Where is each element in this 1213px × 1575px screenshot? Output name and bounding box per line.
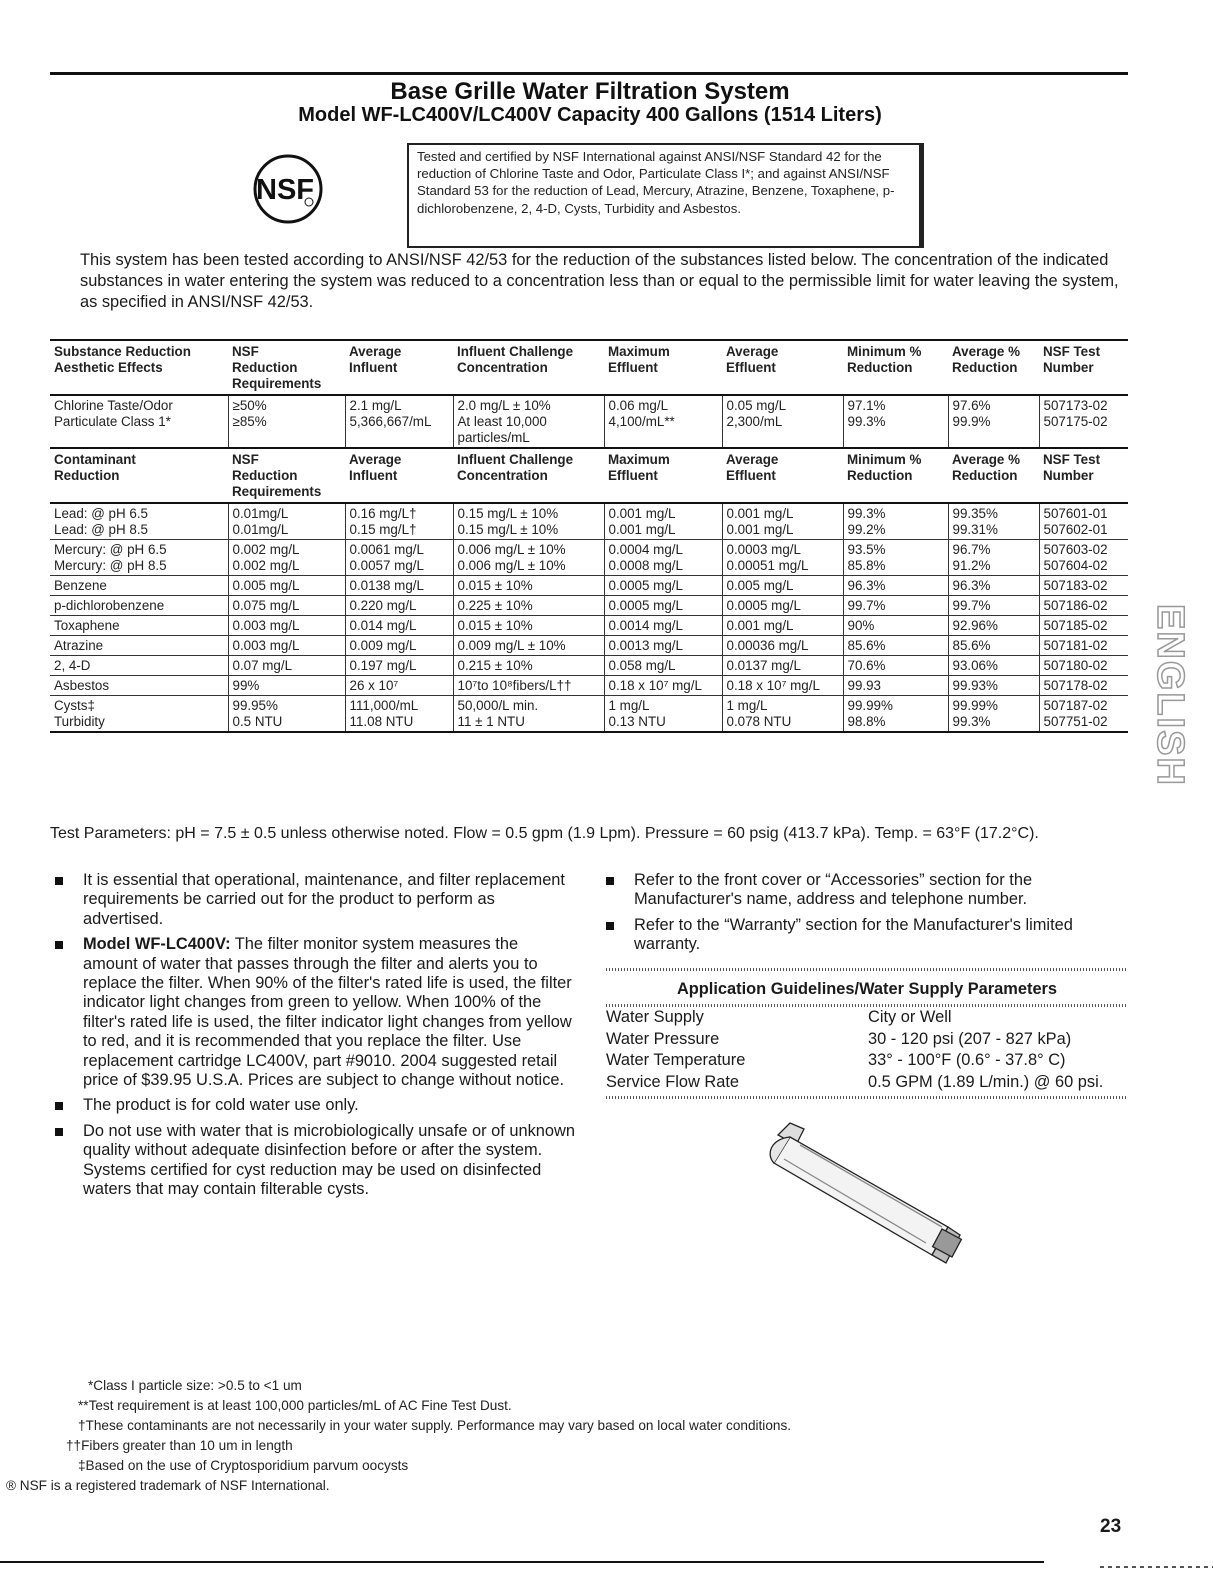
table-cell: 0.0061 mg/L 0.0057 mg/L <box>345 540 453 576</box>
table-header-cell: Average Effluent <box>722 340 843 395</box>
table-cell: 0.05 mg/L 2,300/mL <box>722 395 843 448</box>
left-bullet-list <box>55 871 575 1206</box>
table-cell: 99.99% 99.3% <box>948 696 1039 733</box>
table-cell: 85.6% <box>843 636 948 656</box>
page-subtitle: Model WF-LC400V/LC400V Capacity 400 Gallons (1514 Liters) <box>298 104 882 126</box>
table-cell: 97.6% 99.9% <box>948 395 1039 448</box>
table-header-row <box>50 448 1128 503</box>
table-cell: 97.1% 99.3% <box>843 395 948 448</box>
table-cell: 0.003 mg/L <box>228 616 345 636</box>
bullet-square-icon <box>55 1128 63 1136</box>
table-cell: 93.5% 85.8% <box>843 540 948 576</box>
table-cell: 0.0003 mg/L 0.00051 mg/L <box>722 540 843 576</box>
nsf-logo-icon <box>252 153 324 225</box>
table-cell: 0.225 ± 10% <box>453 596 604 616</box>
table-cell: 0.014 mg/L <box>345 616 453 636</box>
table-cell: 0.009 mg/L <box>345 636 453 656</box>
table-cell: 0.18 x 10⁷ mg/L <box>604 676 722 696</box>
table-cell: 0.0005 mg/L <box>604 596 722 616</box>
page-number: 23 <box>1100 1516 1122 1537</box>
table-cell: p-dichlorobenzene <box>50 596 228 616</box>
table-header-cell: Average Influent <box>345 448 453 503</box>
table-cell: 0.015 ± 10% <box>453 576 604 596</box>
table-cell: 507601-01 507602-01 <box>1039 503 1128 540</box>
table-header-cell: Average % Reduction <box>948 448 1039 503</box>
table-cell: 0.001 mg/L 0.001 mg/L <box>604 503 722 540</box>
table-header-cell: Average Influent <box>345 340 453 395</box>
footnotes <box>6 1376 1056 1496</box>
page-title: Base Grille Water Filtration System <box>390 78 790 105</box>
table-header-cell: Contaminant Reduction <box>50 448 228 503</box>
table-cell: 1 mg/L 0.13 NTU <box>604 696 722 733</box>
table-cell: Toxaphene <box>50 616 228 636</box>
table-cell: 0.0005 mg/L <box>604 576 722 596</box>
footnote: **Test requirement is at least 100,000 particles/mL of AC Fine Test Dust. <box>78 1398 512 1413</box>
table-cell: 0.005 mg/L <box>228 576 345 596</box>
table-cell: 93.06% <box>948 656 1039 676</box>
table-cell: 507181-02 <box>1039 636 1128 656</box>
table-header-cell: Minimum % Reduction <box>843 448 948 503</box>
table-cell: 0.16 mg/L† 0.15 mg/L† <box>345 503 453 540</box>
bullet-item: Refer to the “Warranty” section for the Manufacturer's limited warranty. <box>606 916 1132 955</box>
table-header-cell: Average % Reduction <box>948 340 1039 395</box>
table-cell: 507186-02 <box>1039 596 1128 616</box>
bullet-item: The product is for cold water use only. <box>55 1096 575 1115</box>
guidelines-row: Water Supply City or Well <box>606 1008 952 1026</box>
table-cell: 0.06 mg/L 4,100/mL** <box>604 395 722 448</box>
bottom-rule <box>0 1561 1044 1563</box>
test-parameters: Test Parameters: pH = 7.5 ± 0.5 unless otherwise noted. Flow = 0.5 gpm (1.9 Lpm). Pressure = 60 psig (413.7 kPa). Temp. = 63°F (17.2°C). <box>50 825 1039 842</box>
table-cell: 0.001 mg/L <box>722 616 843 636</box>
bullet-square-icon <box>55 877 63 885</box>
table-cell: 96.7% 91.2% <box>948 540 1039 576</box>
table-cell: 2, 4-D <box>50 656 228 676</box>
table-row <box>50 616 1128 636</box>
nsf-logo-text: NSF <box>256 174 314 206</box>
table-cell: 0.015 ± 10% <box>453 616 604 636</box>
bullet-item: Do not use with water that is microbiologically unsafe or of unknown quality without adequate disinfection before or after the system. Systems certified for cyst reduction may be used on disinfected waters that may contain filterable cysts. <box>55 1122 575 1200</box>
table-cell: ≥50% ≥85% <box>228 395 345 448</box>
table-cell: 90% <box>843 616 948 636</box>
table-header-cell: NSF Test Number <box>1039 448 1128 503</box>
dotted-divider <box>606 1096 1128 1099</box>
table-cell: 99.7% <box>843 596 948 616</box>
table-row <box>50 540 1128 576</box>
bullet-square-icon <box>606 922 614 930</box>
bullet-square-icon <box>606 877 614 885</box>
table-cell: Cysts‡ Turbidity <box>50 696 228 733</box>
table-cell: 0.00036 mg/L <box>722 636 843 656</box>
table-header-cell: Influent Challenge Concentration <box>453 448 604 503</box>
language-side-tab: ENGLISH <box>1149 603 1191 787</box>
table-header-cell: NSF Test Number <box>1039 340 1128 395</box>
table-row <box>50 676 1128 696</box>
table-row <box>50 636 1128 656</box>
bottom-dashed-rule <box>1100 1566 1213 1568</box>
table-cell: 0.009 mg/L ± 10% <box>453 636 604 656</box>
table-cell: 1 mg/L 0.078 NTU <box>722 696 843 733</box>
table-cell: 99.93% <box>948 676 1039 696</box>
table-cell: 50,000/L min. 11 ± 1 NTU <box>453 696 604 733</box>
bullet-square-icon <box>55 1102 63 1110</box>
table-cell: 0.001 mg/L 0.001 mg/L <box>722 503 843 540</box>
table-cell: 99.7% <box>948 596 1039 616</box>
table-cell: 0.18 x 10⁷ mg/L <box>722 676 843 696</box>
table-cell: 0.075 mg/L <box>228 596 345 616</box>
table-cell: 0.0004 mg/L 0.0008 mg/L <box>604 540 722 576</box>
table-cell: Lead: @ pH 6.5 Lead: @ pH 8.5 <box>50 503 228 540</box>
table-cell: 2.0 mg/L ± 10% At least 10,000 particles/mL <box>453 395 604 448</box>
table-cell: 507180-02 <box>1039 656 1128 676</box>
right-bullet-list <box>606 871 1132 961</box>
table-cell: 96.3% <box>948 576 1039 596</box>
table-header-cell: Influent Challenge Concentration <box>453 340 604 395</box>
bullet-item: It is essential that operational, maintenance, and filter replacement requirements be carried out for the product to perform as advertised. <box>55 871 575 929</box>
guidelines-title: Application Guidelines/Water Supply Parameters <box>676 980 1058 998</box>
application-guidelines <box>606 968 1128 1099</box>
table-cell: 99.3% 99.2% <box>843 503 948 540</box>
table-cell: Atrazine <box>50 636 228 656</box>
table-header-cell: NSF Reduction Requirements <box>228 448 345 503</box>
bullet-item: Model WF-LC400V: The filter monitor system measures the amount of water that passes through the filter and alerts you to replace the filter. When 90% of the filter's rated life is used, the filter indicator light changes from green to yellow. When 100% of the filter's rated life is used, the filter indicator light changes from yellow to red, and it is recommended that you replace the filter. Use replacement cartridge LC400V, part #9010. 2004 suggested retail price of $39.95 U.S.A. Prices are subject to change without notice. <box>55 935 575 1090</box>
table-cell: 0.215 ± 10% <box>453 656 604 676</box>
table-cell: 507185-02 <box>1039 616 1128 636</box>
table-cell: 0.003 mg/L <box>228 636 345 656</box>
table-cell: 85.6% <box>948 636 1039 656</box>
table-cell: 507187-02 507751-02 <box>1039 696 1128 733</box>
table-row <box>50 503 1128 540</box>
table-cell: 0.0013 mg/L <box>604 636 722 656</box>
table-header-row <box>50 340 1128 395</box>
table-cell: 0.220 mg/L <box>345 596 453 616</box>
intro-paragraph: This system has been tested according to ANSI/NSF 42/53 for the reduction of the substances listed below. The concentration of the indicated substances in water entering the system was reduced to a concentration less than or equal to the permissible limit for water leaving the system, as specified in ANSI/NSF 42/53. <box>80 251 1119 311</box>
footnote: ††Fibers greater than 10 um in length <box>66 1438 293 1453</box>
table-row <box>50 576 1128 596</box>
table-header-cell: Maximum Effluent <box>604 448 722 503</box>
table-row <box>50 696 1128 733</box>
table-cell: 26 x 10⁷ <box>345 676 453 696</box>
table-cell: 507173-02 507175-02 <box>1039 395 1128 448</box>
table-cell: 0.058 mg/L <box>604 656 722 676</box>
table-cell: 0.006 mg/L ± 10% 0.006 mg/L ± 10% <box>453 540 604 576</box>
table-cell: 99.99% 98.8% <box>843 696 948 733</box>
table-cell: Benzene <box>50 576 228 596</box>
table-cell: 0.07 mg/L <box>228 656 345 676</box>
bullet-square-icon <box>55 941 63 949</box>
table-cell: 0.0137 mg/L <box>722 656 843 676</box>
certification-box: Tested and certified by NSF International against ANSI/NSF Standard 42 for the reduction of Chlorine Taste and Odor, Particulate Class I*; and against ANSI/NSF Standard 53 for the reduction of Lead, Mercury, Atrazine, Benzene, Toxaphene, p-dichlorobenzene, 2, 4-D, Cysts, Turbidity and Asbestos. <box>407 143 924 248</box>
table-cell: 99.95% 0.5 NTU <box>228 696 345 733</box>
table-cell: 2.1 mg/L 5,366,667/mL <box>345 395 453 448</box>
table-cell: Mercury: @ pH 6.5 Mercury: @ pH 8.5 <box>50 540 228 576</box>
table-header-cell: NSF Reduction Requirements <box>228 340 345 395</box>
guidelines-row: Water Pressure 30 - 120 psi (207 - 827 kPa) <box>606 1029 1072 1048</box>
performance-data-table <box>50 339 1128 733</box>
table-header-cell: Maximum Effluent <box>604 340 722 395</box>
table-row <box>50 596 1128 616</box>
top-rule <box>50 72 1128 75</box>
table-cell: Chlorine Taste/Odor Particulate Class 1* <box>50 395 228 448</box>
table-cell: 0.01mg/L 0.01mg/L <box>228 503 345 540</box>
table-cell: 0.005 mg/L <box>722 576 843 596</box>
table-cell: 0.0014 mg/L <box>604 616 722 636</box>
guidelines-row: Water Temperature 33° - 100°F (0.6° - 37.8° C) <box>606 1051 1066 1069</box>
table-cell: 507178-02 <box>1039 676 1128 696</box>
table-cell: 0.15 mg/L ± 10% 0.15 mg/L ± 10% <box>453 503 604 540</box>
table-cell: 96.3% <box>843 576 948 596</box>
footnote: ‡Based on the use of Cryptosporidium parvum oocysts <box>78 1458 409 1473</box>
filter-cartridge-illustration <box>760 1115 980 1265</box>
table-cell: 70.6% <box>843 656 948 676</box>
table-cell: 0.197 mg/L <box>345 656 453 676</box>
table-cell: 507603-02 507604-02 <box>1039 540 1128 576</box>
table-cell: 10⁷to 10⁸fibers/L†† <box>453 676 604 696</box>
table-cell: Asbestos <box>50 676 228 696</box>
table-header-cell: Average Effluent <box>722 448 843 503</box>
footnote: ® NSF is a registered trademark of NSF International. <box>6 1478 330 1493</box>
table-cell: 92.96% <box>948 616 1039 636</box>
bullet-item: Refer to the front cover or “Accessories” section for the Manufacturer's name, address and telephone number. <box>606 871 1132 910</box>
guidelines-row: Service Flow Rate 0.5 GPM (1.89 L/min.) @ 60 psi. <box>606 1072 1104 1091</box>
footnote: *Class I particle size: >0.5 to <1 um <box>88 1378 302 1393</box>
table-header-cell: Substance Reduction Aesthetic Effects <box>50 340 228 395</box>
table-cell: 99.35% 99.31% <box>948 503 1039 540</box>
table-row <box>50 656 1128 676</box>
footnote: †These contaminants are not necessarily in your water supply. Performance may vary based on local water conditions. <box>78 1418 792 1433</box>
table-cell: 0.0138 mg/L <box>345 576 453 596</box>
table-cell: 507183-02 <box>1039 576 1128 596</box>
table-cell: 99% <box>228 676 345 696</box>
table-header-cell: Minimum % Reduction <box>843 340 948 395</box>
table-cell: 0.0005 mg/L <box>722 596 843 616</box>
table-cell: 99.93 <box>843 676 948 696</box>
table-cell: 111,000/mL 11.08 NTU <box>345 696 453 733</box>
table-row <box>50 395 1128 448</box>
table-cell: 0.002 mg/L 0.002 mg/L <box>228 540 345 576</box>
